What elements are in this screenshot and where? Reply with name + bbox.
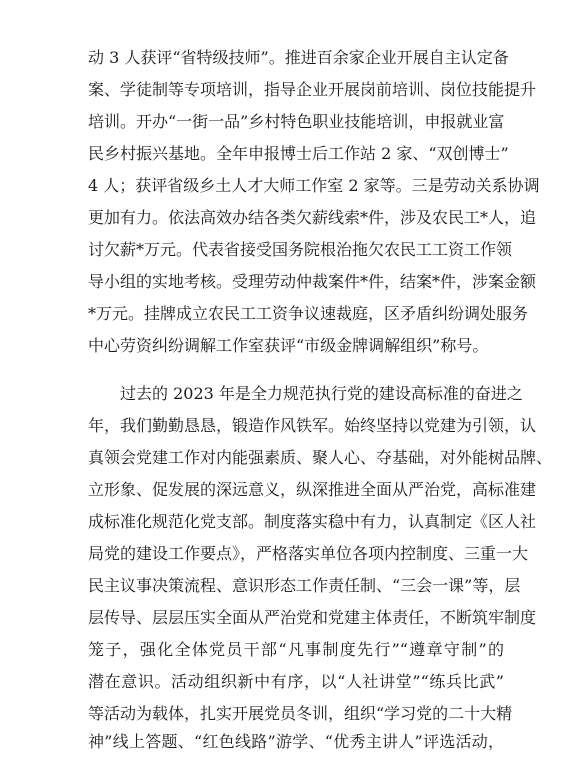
- text-line-1: 动 3 人获评“省特级技师”。推进百余家企业开展自主认定备: [88, 48, 509, 67]
- text-line-13: 真领会党建工作对内能强素质、聚人心、夺基础，对外能树品牌、: [88, 448, 553, 467]
- text-line-7: 讨欠薪*万元。代表省接受国务院根治拖欠农民工工资工作领: [88, 240, 513, 259]
- text-line-21: 等活动为载体，扎实开展党员冬训，组织“学习党的二十大精: [88, 704, 513, 723]
- text-line-14: 立形象、促发展的深远意义，纵深推进全面从严治党，高标准建: [88, 480, 537, 499]
- text-line-12: 年，我们勤勤恳恳，锻造作风铁军。始终坚持以党建为引领，认: [88, 416, 537, 435]
- text-line-3: 培训。开办“一街一品”乡村特色职业技能培训，申报就业富: [88, 112, 505, 131]
- text-line-16: 局党的建设工作要点》，严格落实单位各项内控制度、三重一大: [88, 544, 529, 563]
- text-line-18: 层传导、层层压实全面从严治党和党建主体责任，不断筑牢制度: [88, 608, 537, 627]
- text-line-11: 过去的 2023 年是全力规范执行党的建设高标准的奋进之: [120, 384, 523, 403]
- text-line-15: 成标准化规范化党支部。制度落实稳中有力，认真制定《区人社: [88, 512, 537, 531]
- text-line-17: 民主议事决策流程、意识形态工作责任制、“三会一课”等，层: [88, 576, 521, 595]
- text-line-19: 笼子，强化全体党员干部“凡事制度先行”“遵章守制”的: [88, 640, 504, 659]
- text-line-9: *万元。挂牌成立农民工工资争议速裁庭，区矛盾纠纷调处服务: [88, 304, 529, 323]
- text-line-10: 中心劳资纠纷调解工作室获评“市级金牌调解组织”称号。: [88, 336, 489, 355]
- text-line-5: 4 人；获评省级乡土人才大师工作室 2 家等。三是劳动关系协调: [88, 176, 540, 195]
- text-line-20: 潜在意识。活动组织新中有序，以“人社讲堂”“练兵比武”: [88, 672, 504, 691]
- text-line-22: 神”线上答题、“红色线路”游学、“优秀主讲人”评选活动，: [88, 732, 504, 751]
- text-line-4: 民乡村振兴基地。全年申报博士后工作站 2 家、“双创博士”: [88, 144, 509, 163]
- text-line-2: 案、学徒制等专项培训，指导企业开展岗前培训、岗位技能提升: [88, 80, 537, 99]
- text-line-8: 导小组的实地考核。受理劳动仲裁案件*件，结案*件，涉案金额: [88, 272, 537, 291]
- text-line-6: 更加有力。依法高效办结各类欠薪线索*件，涉及农民工*人，追: [88, 208, 537, 227]
